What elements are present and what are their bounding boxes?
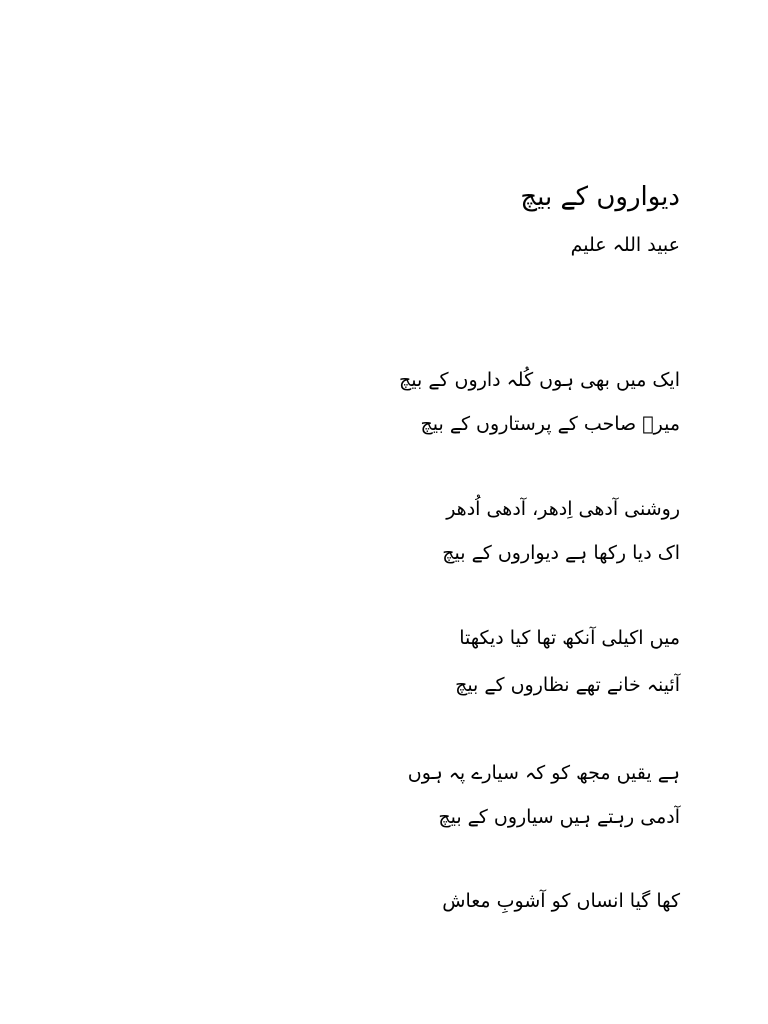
poem-line: ہے یقیں مجھ کو کہ سیارے پہ ہوں [407, 762, 680, 784]
poem-author: عبید اللہ علیم [570, 234, 680, 256]
poem-line: کھا گیا انساں کو آشوبِ معاش [442, 890, 680, 912]
poem-line: اک دیا رکھا ہے دیواروں کے بیچ [442, 542, 680, 564]
poem-line: روشنی آدھی اِدھر، آدھی اُدھر [446, 498, 680, 520]
poem-line: میرؔ صاحب کے پرستاروں کے بیچ [420, 413, 680, 435]
poem-line: میں اکیلی آنکھ تھا کیا دیکھتا [459, 627, 680, 649]
poem-title: دیواروں کے بیچ [520, 182, 680, 212]
poem-line: آدمی رہتے ہیں سیاروں کے بیچ [438, 806, 680, 828]
poem-line: آئینہ خانے تھے نظاروں کے بیچ [455, 674, 680, 696]
poem-line: ایک میں بھی ہوں کُلہ داروں کے بیچ [399, 369, 680, 391]
